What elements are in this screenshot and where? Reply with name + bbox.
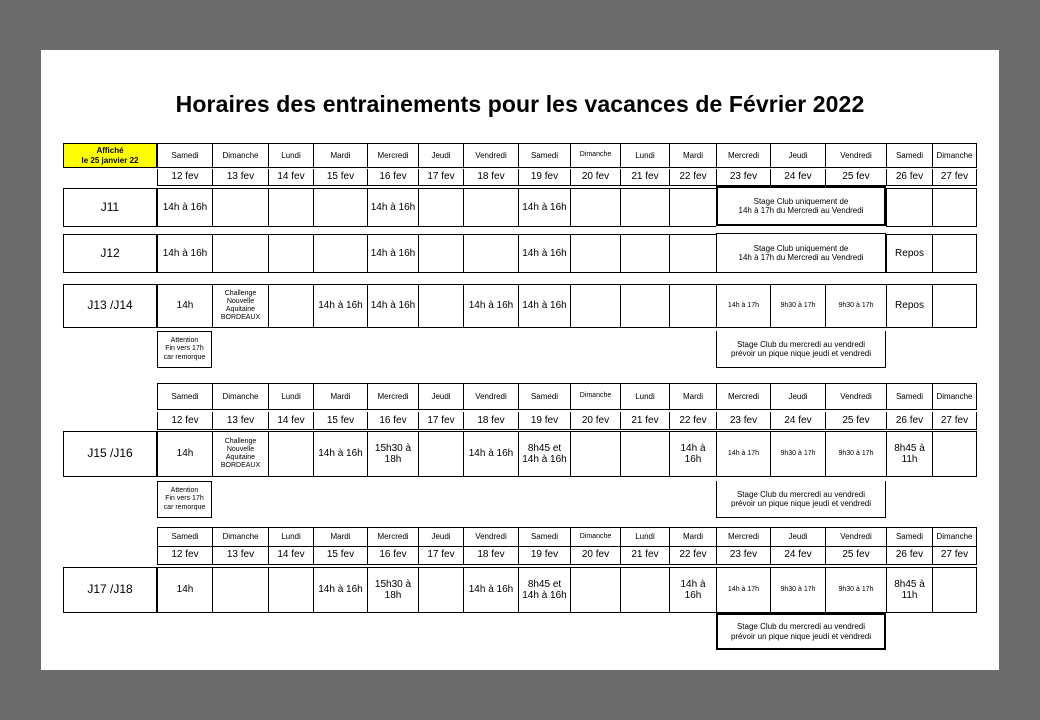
date-header: 19 fev xyxy=(518,412,570,430)
schedule-cell xyxy=(268,284,313,328)
schedule-cell xyxy=(268,188,313,227)
day-header: Mardi xyxy=(669,143,716,168)
schedule-cell xyxy=(418,284,463,328)
schedule-cell xyxy=(570,431,620,477)
day-header: Samedi xyxy=(518,527,570,547)
day-header: Mercredi xyxy=(367,527,418,547)
date-header: 21 fev xyxy=(620,169,669,186)
schedule-cell xyxy=(932,431,977,477)
date-header: 12 fev xyxy=(157,412,212,430)
day-header: Lundi xyxy=(620,383,669,410)
schedule-cell xyxy=(212,567,268,613)
date-header: 26 fev xyxy=(886,169,932,186)
date-header: 24 fev xyxy=(770,169,825,186)
day-header: Mardi xyxy=(313,383,367,410)
date-header: 12 fev xyxy=(157,169,212,186)
schedule-cell xyxy=(418,431,463,477)
schedule-cell xyxy=(212,234,268,273)
schedule-cell: Challenge Nouvelle Aquitaine BORDEAUX xyxy=(212,284,268,328)
date-header: 25 fev xyxy=(825,412,886,430)
group-name: J11 xyxy=(63,188,157,227)
day-header: Mercredi xyxy=(716,143,770,168)
schedule-cell xyxy=(570,234,620,273)
stage-note: Stage Club du mercredi au vendredi prévoir un pique nique jeudi et vendredi xyxy=(716,613,886,650)
schedule-cell xyxy=(268,567,313,613)
date-header: 24 fev xyxy=(770,412,825,430)
day-header: Jeudi xyxy=(770,527,825,547)
stage-box: Stage Club uniquement de 14h à 17h du Mercredi au Vendredi xyxy=(716,186,886,226)
date-header: 23 fev xyxy=(716,412,770,430)
day-header: Dimanche xyxy=(212,527,268,547)
schedule-cell: 14h à 16h xyxy=(669,567,716,613)
schedule-cell xyxy=(268,234,313,273)
day-header: Samedi xyxy=(157,383,212,410)
date-header: 14 fev xyxy=(268,169,313,186)
schedule-cell xyxy=(620,567,669,613)
schedule-cell: 14h à 16h xyxy=(313,284,367,328)
affiche-label: Affiché le 25 janvier 22 xyxy=(63,143,157,168)
date-header: 17 fev xyxy=(418,412,463,430)
date-header: 13 fev xyxy=(212,412,268,430)
schedule-cell xyxy=(669,188,716,227)
schedule-cell: 14h xyxy=(157,284,212,328)
schedule-cell xyxy=(570,188,620,227)
date-header: 15 fev xyxy=(313,169,367,186)
attention-note: Attention Fin vers 17h car remorque xyxy=(157,481,212,518)
schedule-cell: 15h30 à 18h xyxy=(367,431,418,477)
day-header: Dimanche xyxy=(570,143,620,168)
day-header: Mercredi xyxy=(716,527,770,547)
schedule-cell: 14h à 16h xyxy=(367,234,418,273)
schedule-cell: Challenge Nouvelle Aquitaine BORDEAUX xyxy=(212,431,268,477)
day-header: Jeudi xyxy=(418,527,463,547)
day-header: Dimanche xyxy=(212,383,268,410)
schedule-cell xyxy=(463,188,518,227)
date-header: 20 fev xyxy=(570,546,620,565)
day-header: Jeudi xyxy=(418,383,463,410)
day-header: Samedi xyxy=(886,527,932,547)
date-header: 16 fev xyxy=(367,169,418,186)
date-header: 15 fev xyxy=(313,412,367,430)
date-header: 21 fev xyxy=(620,412,669,430)
date-header: 17 fev xyxy=(418,169,463,186)
day-header: Samedi xyxy=(886,143,932,168)
schedule-cell xyxy=(418,188,463,227)
date-header: 24 fev xyxy=(770,546,825,565)
schedule-cell xyxy=(620,234,669,273)
schedule-cell: 15h30 à 18h xyxy=(367,567,418,613)
day-header: Dimanche xyxy=(570,383,620,410)
schedule-cell: 9h30 à 17h xyxy=(770,567,825,613)
date-header: 25 fev xyxy=(825,169,886,186)
schedule-cell: 14h à 16h xyxy=(367,188,418,227)
day-header: Lundi xyxy=(620,527,669,547)
schedule-cell: 14h à 17h xyxy=(716,284,770,328)
schedule-cell: 14h à 16h xyxy=(518,284,570,328)
date-header: 16 fev xyxy=(367,546,418,565)
page-title: Horaires des entrainements pour les vacances de Février 2022 xyxy=(175,91,865,117)
day-header: Mercredi xyxy=(367,143,418,168)
day-header: Lundi xyxy=(268,143,313,168)
schedule-cell xyxy=(570,567,620,613)
date-header: 19 fev xyxy=(518,169,570,186)
day-header: Vendredi xyxy=(825,383,886,410)
schedule-cell: 14h à 16h xyxy=(463,284,518,328)
date-header: 17 fev xyxy=(418,546,463,565)
schedule-cell: 9h30 à 17h xyxy=(825,567,886,613)
group-name: J12 xyxy=(63,234,157,273)
schedule-cell: 14h à 17h xyxy=(716,431,770,477)
day-header: Mardi xyxy=(669,383,716,410)
day-header: Jeudi xyxy=(770,143,825,168)
schedule-cell: 14h à 16h xyxy=(157,188,212,227)
schedule-cell: 14h xyxy=(157,431,212,477)
date-header: 19 fev xyxy=(518,546,570,565)
day-header: Dimanche xyxy=(212,143,268,168)
date-header: 26 fev xyxy=(886,412,932,430)
day-header: Mardi xyxy=(313,527,367,547)
schedule-cell xyxy=(620,188,669,227)
schedule-cell: 9h30 à 17h xyxy=(770,431,825,477)
date-header: 27 fev xyxy=(932,169,977,186)
date-header: 22 fev xyxy=(669,546,716,565)
schedule-cell: Repos xyxy=(886,234,932,273)
day-header: Dimanche xyxy=(932,527,977,547)
day-header: Vendredi xyxy=(463,143,518,168)
date-header: 18 fev xyxy=(463,412,518,430)
group-name: J17 /J18 xyxy=(63,567,157,613)
schedule-cell: 14h à 16h xyxy=(157,234,212,273)
group-name: J13 /J14 xyxy=(63,284,157,328)
day-header: Dimanche xyxy=(570,527,620,547)
date-header: 22 fev xyxy=(669,412,716,430)
schedule-cell: 8h45 et 14h à 16h xyxy=(518,431,570,477)
schedule-cell: 14h à 16h xyxy=(463,567,518,613)
schedule-cell: 9h30 à 17h xyxy=(825,431,886,477)
day-header: Lundi xyxy=(268,527,313,547)
date-header: 27 fev xyxy=(932,546,977,565)
group-name: J15 /J16 xyxy=(63,431,157,477)
day-header: Mardi xyxy=(669,527,716,547)
date-header: 20 fev xyxy=(570,412,620,430)
date-header: 25 fev xyxy=(825,546,886,565)
day-header: Samedi xyxy=(518,143,570,168)
stage-box: Stage Club uniquement de 14h à 17h du Mercredi au Vendredi xyxy=(716,233,886,273)
day-header: Vendredi xyxy=(463,383,518,410)
schedule-cell xyxy=(268,431,313,477)
schedule-cell xyxy=(418,234,463,273)
schedule-cell xyxy=(570,284,620,328)
date-header: 22 fev xyxy=(669,169,716,186)
day-header: Samedi xyxy=(157,143,212,168)
day-header: Jeudi xyxy=(770,383,825,410)
schedule-cell: 9h30 à 17h xyxy=(770,284,825,328)
attention-note: Attention Fin vers 17h car remorque xyxy=(157,331,212,368)
schedule-cell: 14h à 16h xyxy=(313,431,367,477)
schedule-cell: Repos xyxy=(886,284,932,328)
schedule-cell xyxy=(620,284,669,328)
schedule-cell: 8h45 à 11h xyxy=(886,431,932,477)
day-header: Vendredi xyxy=(463,527,518,547)
schedule-cell xyxy=(932,234,977,273)
day-header: Dimanche xyxy=(932,383,977,410)
date-header: 21 fev xyxy=(620,546,669,565)
date-header: 16 fev xyxy=(367,412,418,430)
schedule-cell: 14h à 17h xyxy=(716,567,770,613)
schedule-cell: 14h xyxy=(157,567,212,613)
schedule-cell xyxy=(463,234,518,273)
stage-note: Stage Club du mercredi au vendredi prévoir un pique nique jeudi et vendredi xyxy=(716,331,886,368)
day-header: Lundi xyxy=(268,383,313,410)
schedule-cell xyxy=(886,188,932,227)
date-header: 26 fev xyxy=(886,546,932,565)
date-header: 23 fev xyxy=(716,546,770,565)
day-header: Mardi xyxy=(313,143,367,168)
day-header: Mercredi xyxy=(716,383,770,410)
date-header: 13 fev xyxy=(212,169,268,186)
schedule-cell xyxy=(669,234,716,273)
day-header: Samedi xyxy=(886,383,932,410)
schedule-cell: 14h à 16h xyxy=(518,234,570,273)
date-header: 14 fev xyxy=(268,412,313,430)
date-header: 18 fev xyxy=(463,546,518,565)
schedule-cell xyxy=(669,284,716,328)
schedule-cell: 14h à 16h xyxy=(463,431,518,477)
schedule-cell xyxy=(932,567,977,613)
schedule-cell: 9h30 à 17h xyxy=(825,284,886,328)
date-header: 20 fev xyxy=(570,169,620,186)
day-header: Dimanche xyxy=(932,143,977,168)
schedule-cell xyxy=(620,431,669,477)
schedule-cell: 8h45 à 11h xyxy=(886,567,932,613)
date-header: 27 fev xyxy=(932,412,977,430)
schedule-cell xyxy=(932,284,977,328)
day-header: Vendredi xyxy=(825,527,886,547)
date-header: 18 fev xyxy=(463,169,518,186)
stage-note: Stage Club du mercredi au vendredi prévoir un pique nique jeudi et vendredi xyxy=(716,481,886,518)
schedule-cell xyxy=(932,188,977,227)
day-header: Mercredi xyxy=(367,383,418,410)
day-header: Vendredi xyxy=(825,143,886,168)
date-header: 14 fev xyxy=(268,546,313,565)
schedule-cell: 14h à 16h xyxy=(669,431,716,477)
schedule-cell: 14h à 16h xyxy=(367,284,418,328)
schedule-cell: 14h à 16h xyxy=(518,188,570,227)
day-header: Samedi xyxy=(157,527,212,547)
date-header: 13 fev xyxy=(212,546,268,565)
date-header: 23 fev xyxy=(716,169,770,186)
schedule-cell: 14h à 16h xyxy=(313,567,367,613)
date-header: 12 fev xyxy=(157,546,212,565)
schedule-cell xyxy=(418,567,463,613)
schedule-cell xyxy=(313,234,367,273)
schedule-cell xyxy=(313,188,367,227)
schedule-cell: 8h45 et 14h à 16h xyxy=(518,567,570,613)
day-header: Lundi xyxy=(620,143,669,168)
date-header: 15 fev xyxy=(313,546,367,565)
schedule-cell xyxy=(212,188,268,227)
day-header: Samedi xyxy=(518,383,570,410)
day-header: Jeudi xyxy=(418,143,463,168)
